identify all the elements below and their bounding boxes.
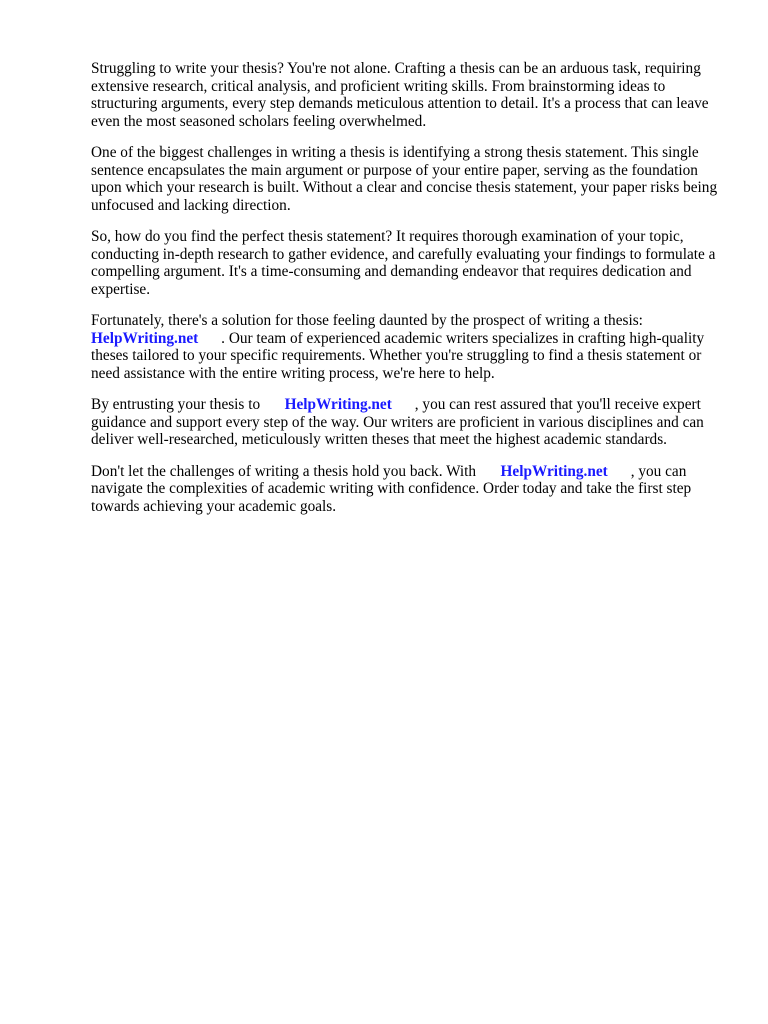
paragraph-entrusting-tail: , you can rest assured that you'll receive expert guidance and support every step of the way. Our writers are proficient in various disciplines and can deliver well-researched, meticulously written theses that meet the highest academic standards.	[91, 396, 704, 448]
helpwriting-link[interactable]: HelpWriting.net	[500, 462, 608, 480]
paragraph-solution	[91, 312, 731, 382]
helpwriting-link[interactable]: HelpWriting.net	[91, 329, 199, 347]
paragraph-intro: Struggling to write your thesis? You're not alone. Crafting a thesis can be an arduous task, requiring extensive research, critical analysis, and proficient writing skills. From brainstorming ideas to structuring arguments, every step demands meticulous attention to detail. It's a process that can leave even the most seasoned scholars feeling overwhelmed.	[91, 60, 709, 130]
paragraph-entrusting-lead: By entrusting your thesis to	[91, 396, 261, 413]
paragraph-closing	[91, 463, 731, 516]
paragraph-solution-lead: Fortunately, there's a solution for those feeling daunted by the prospect of writing a thesis:	[91, 312, 643, 329]
paragraph-finding-statement: So, how do you find the perfect thesis statement? It requires thorough examination of your topic, conducting in-depth research to gather evidence, and carefully evaluating your findings to formulate a compelling argument. It's a time-consuming and demanding endeavor that requires dedication and expertise.	[91, 228, 716, 298]
paragraph-entrusting	[91, 396, 731, 449]
paragraph-closing-tail: , you can navigate the complexities of academic writing with confidence. Order today and take the first step towards achieving your academic goals.	[91, 462, 692, 515]
document-body	[91, 60, 731, 529]
paragraph-challenges: One of the biggest challenges in writing a thesis is identifying a strong thesis statement. This single sentence encapsulates the main argument or purpose of your entire paper, serving as the foundation upon which your research is built. Without a clear and concise thesis statement, your paper risks being unfocused and lacking direction.	[91, 144, 718, 214]
paragraph-solution-tail: . Our team of experienced academic writers specializes in crafting high-quality theses tailored to your specific requirements. Whether you're struggling to find a thesis statement or need assistance with the entire writing process, we're here to help.	[91, 329, 705, 382]
paragraph-closing-lead: Don't let the challenges of writing a thesis hold you back. With	[91, 462, 477, 480]
helpwriting-link[interactable]: HelpWriting.net	[284, 396, 392, 413]
